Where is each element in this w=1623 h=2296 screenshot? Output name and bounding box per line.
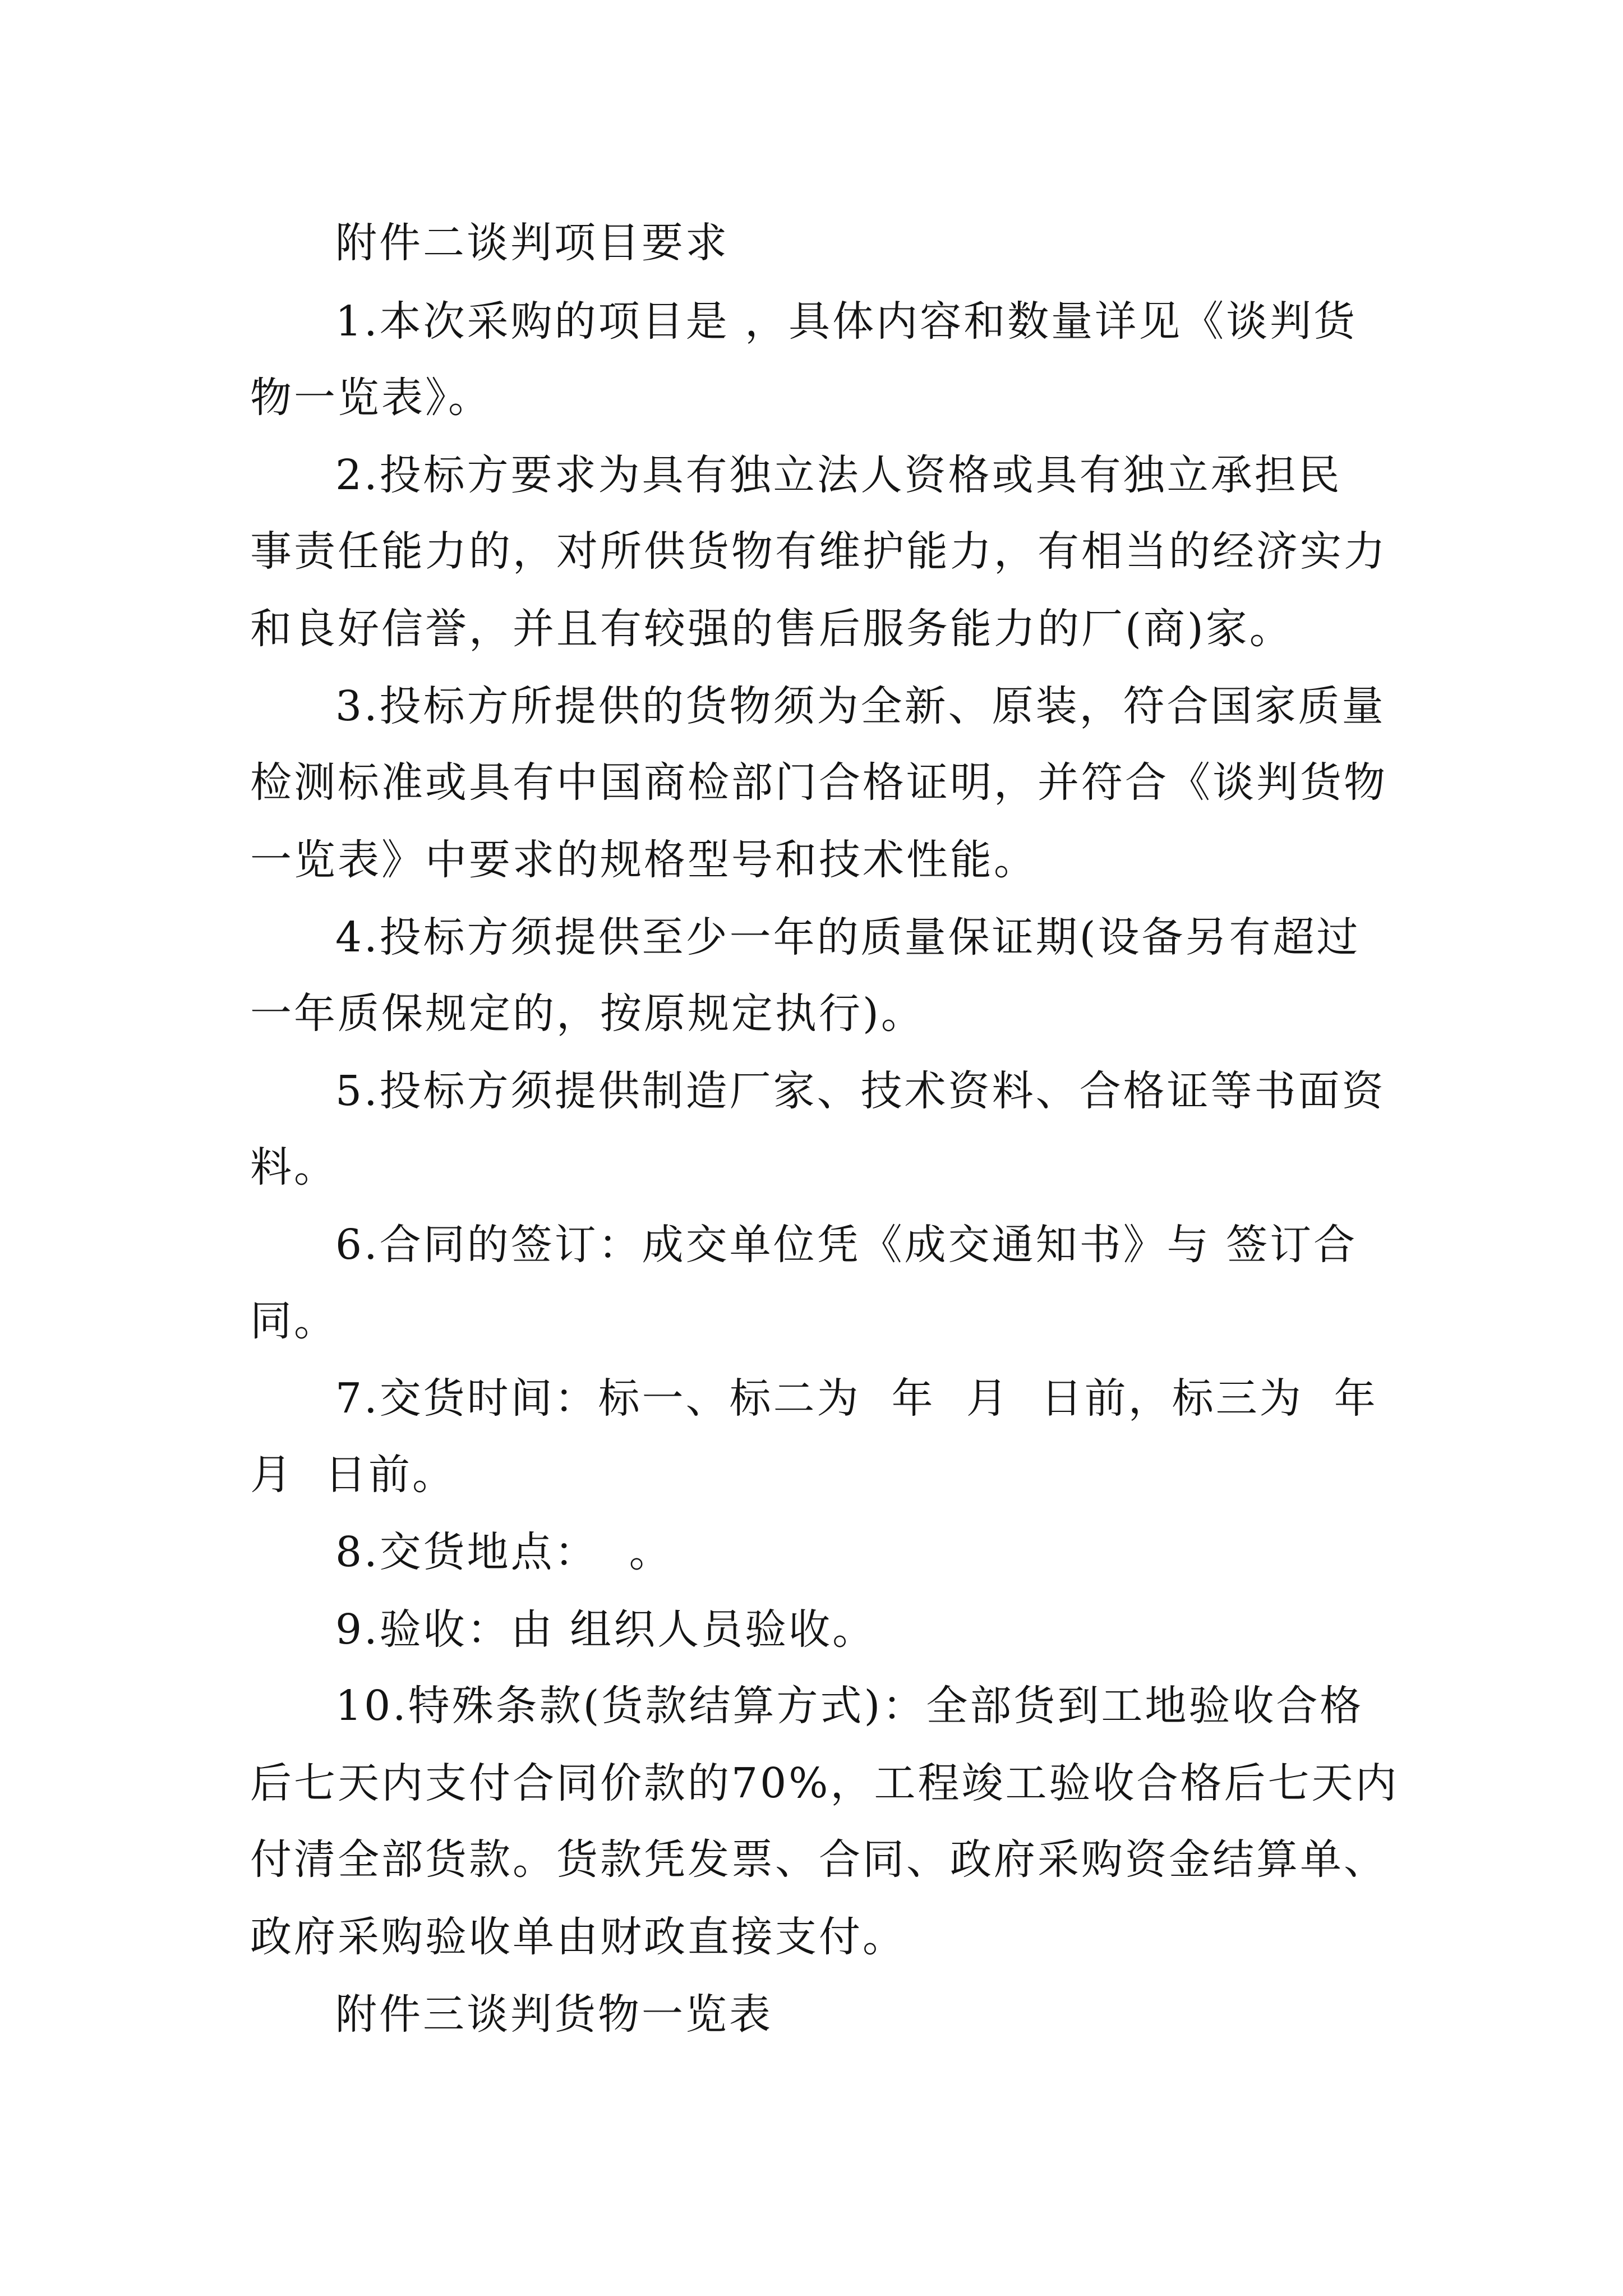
item-10-line-3: 付清全部货款。货款凭发票、合同、政府采购资金结算单、: [250, 1835, 1387, 1884]
item-2-line-1: 2.投标方要求为具有独立法人资格或具有独立承担民: [335, 451, 1342, 499]
item-6-line-1: 6.合同的签订：成交单位凭《成交通知书》与 签订合: [335, 1221, 1358, 1269]
item-3-line-2: 检测标准或具有中国商检部门合格证明，并符合《谈判货物: [250, 758, 1387, 807]
item-9-line-1: 9.验收：由 组织人员验收。: [335, 1605, 877, 1654]
item-7-line-1: 7.交货时间：标一、标二为 年 月 日前，标三为 年: [335, 1374, 1378, 1423]
item-5-line-2: 料。: [250, 1143, 338, 1191]
item-10-line-2: 后七天内支付合同价款的70%，工程竣工验收合格后七天内: [250, 1759, 1399, 1807]
item-3-line-1: 3.投标方所提供的货物须为全新、原装，符合国家质量: [335, 682, 1386, 730]
item-7-line-2: 月 日前。: [250, 1451, 457, 1499]
item-2-line-3: 和良好信誉，并且有较强的售后服务能力的厂(商)家。: [250, 605, 1293, 653]
item-4-line-1: 4.投标方须提供至少一年的质量保证期(设备另有超过: [335, 913, 1361, 961]
heading-attachment-two: 附件二谈判项目要求: [335, 219, 729, 267]
item-10-line-4: 政府采购验收单由财政直接支付。: [250, 1913, 906, 1961]
item-8-line-1: 8.交货地点： 。: [335, 1528, 673, 1576]
item-10-line-1: 10.特殊条款(货款结算方式)：全部货到工地验收合格: [335, 1682, 1364, 1730]
item-1-line-2: 物一览表》。: [250, 374, 492, 422]
heading-attachment-three: 附件三谈判货物一览表: [335, 1990, 773, 2039]
item-1-line-1: 1.本次采购的项目是 ，具体内容和数量详见《谈判货: [335, 297, 1358, 346]
item-5-line-1: 5.投标方须提供制造厂家、技术资料、合格证等书面资: [335, 1067, 1386, 1115]
item-4-line-2: 一年质保规定的，按原规定执行)。: [250, 990, 925, 1038]
item-2-line-2: 事责任能力的，对所供货物有维护能力，有相当的经济实力: [250, 527, 1387, 576]
item-6-line-2: 同。: [250, 1297, 338, 1345]
item-3-line-3: 一览表》中要求的规格型号和技术性能。: [250, 836, 1038, 884]
